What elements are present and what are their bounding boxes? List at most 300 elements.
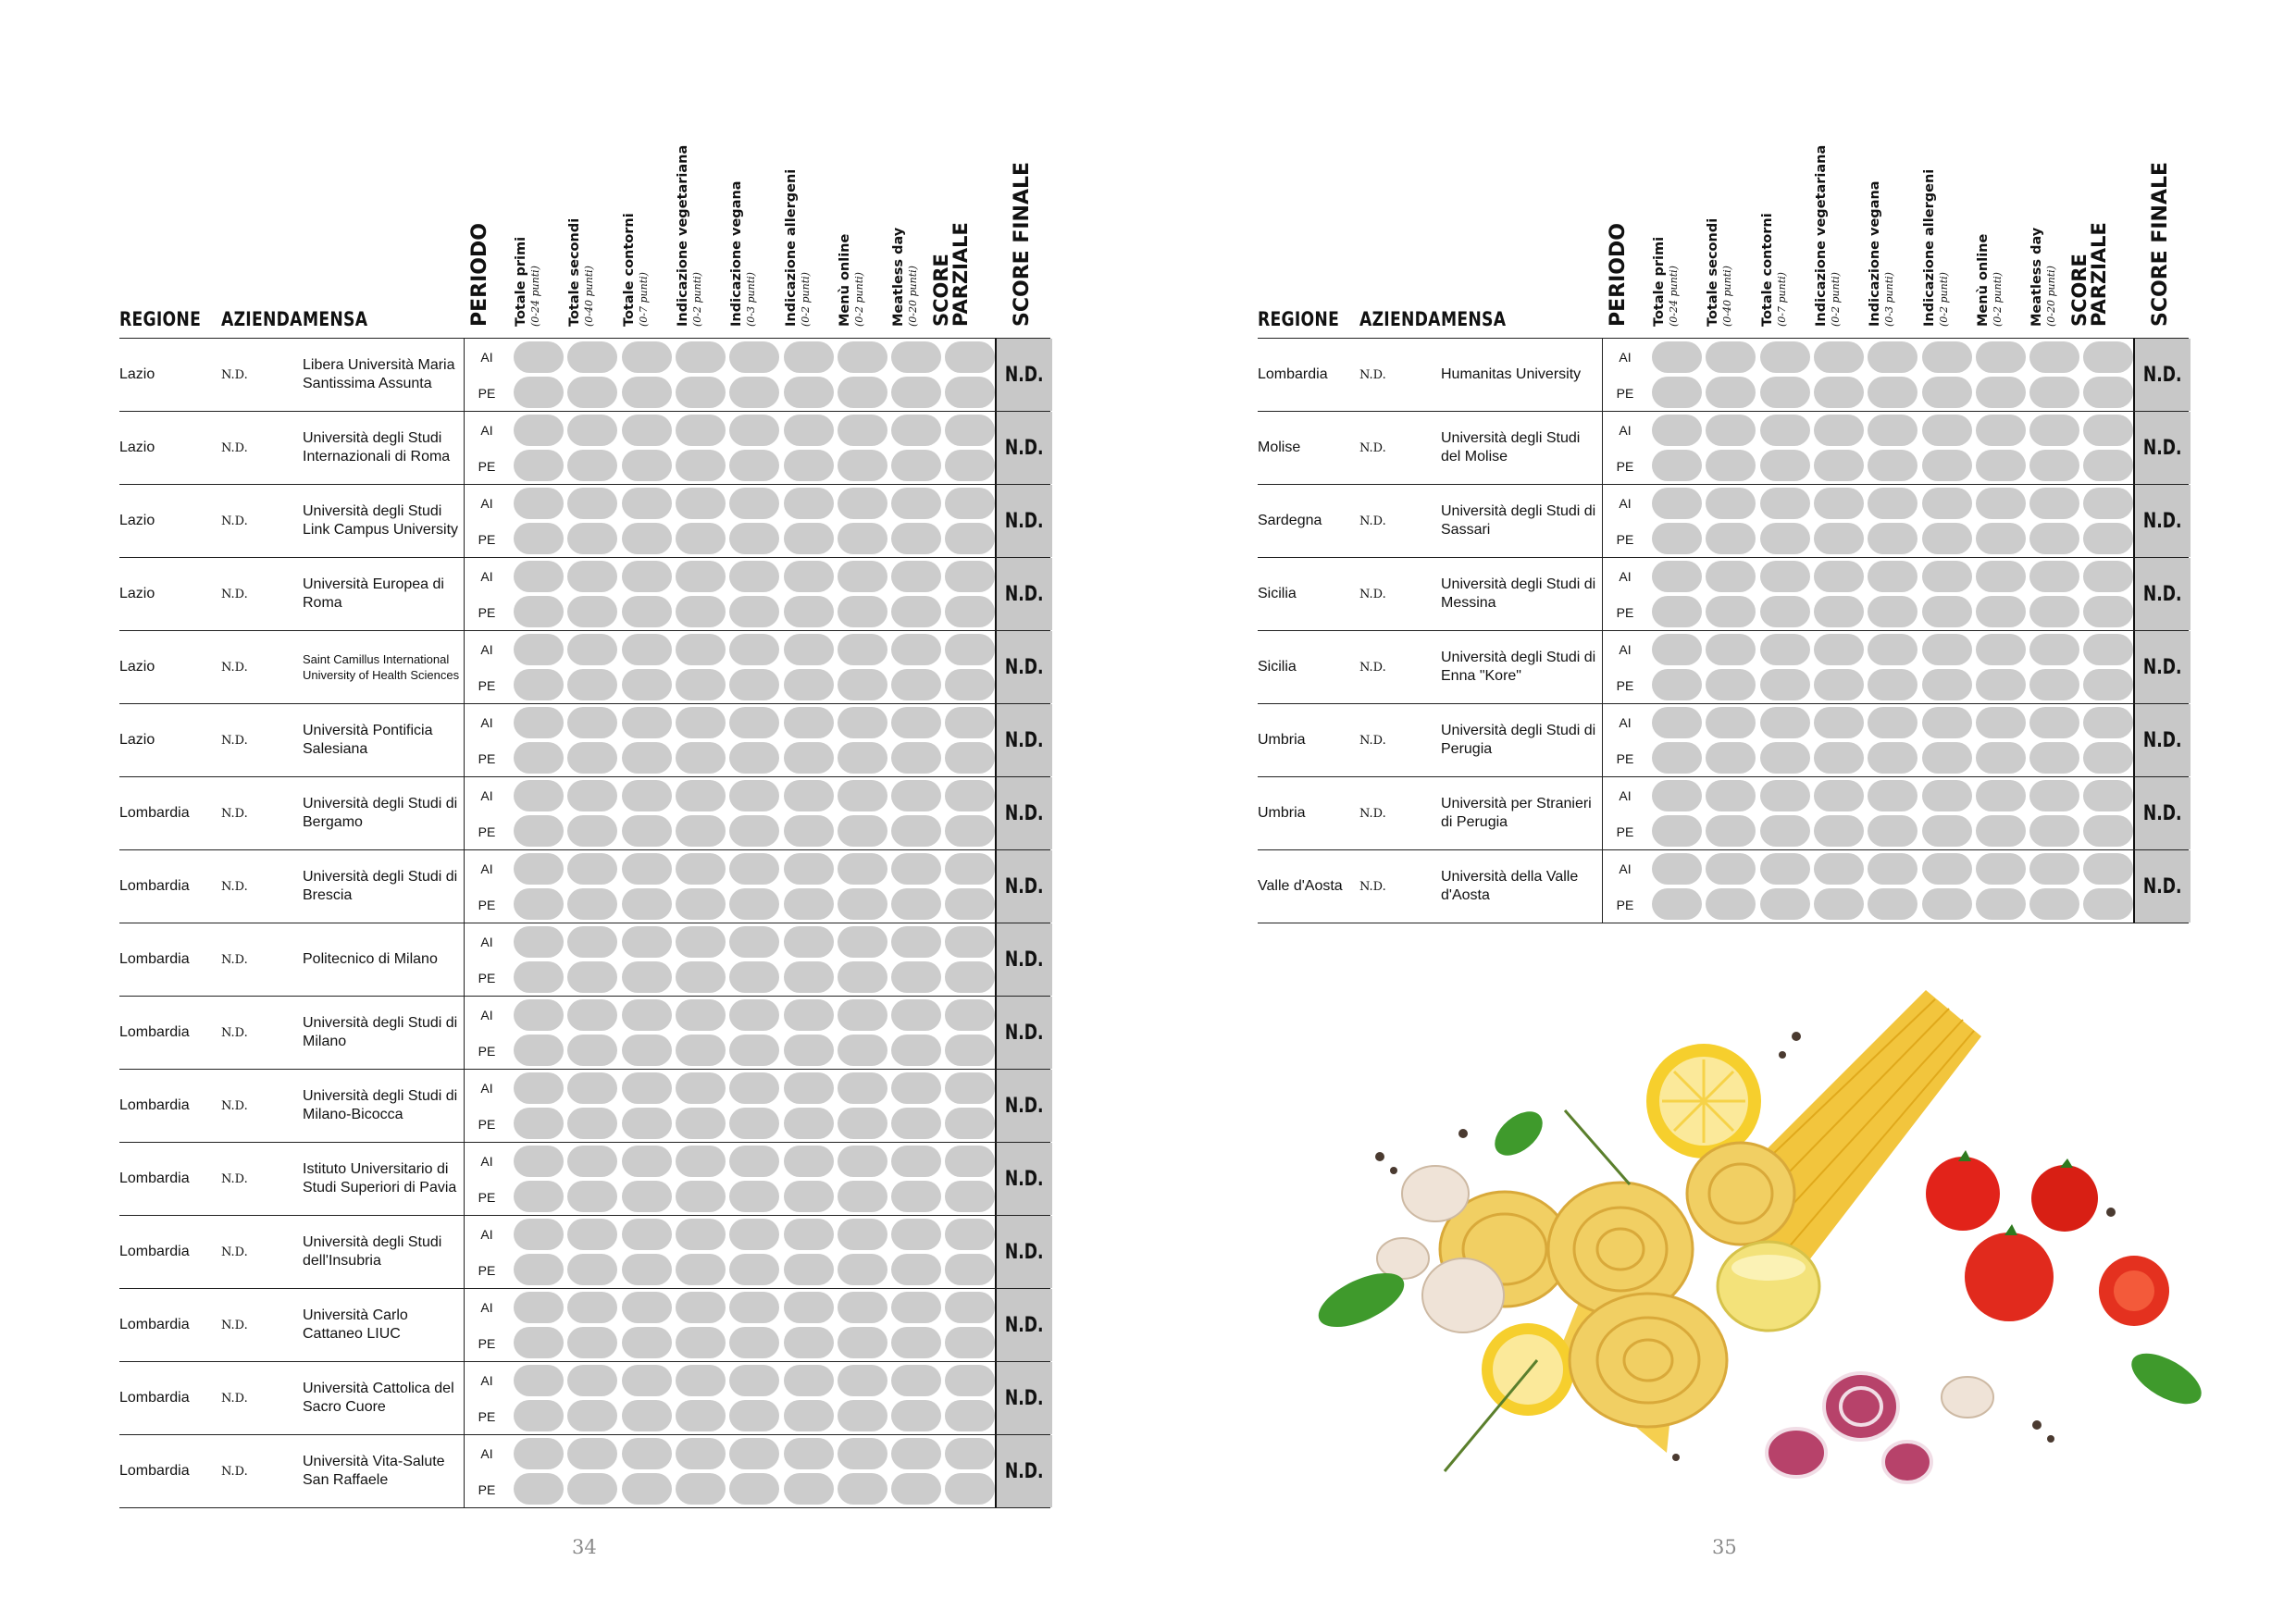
cell-periodo (464, 339, 509, 411)
criterion-points: (0-2 punti) (799, 272, 812, 327)
score-pill (891, 634, 941, 665)
cell-regione: Lombardia (119, 878, 190, 894)
score-pill (1706, 523, 1756, 554)
score-pill (622, 999, 672, 1031)
score-pill (567, 669, 617, 700)
score-finale-label: SCORE FINALE (2149, 161, 2172, 327)
score-pill (676, 1035, 726, 1066)
score-pill (945, 1181, 995, 1212)
table-header (119, 143, 1050, 338)
cell-periodo (464, 850, 509, 923)
score-pill (676, 780, 726, 812)
score-finale-value: N.D. (1005, 948, 1044, 972)
score-pill (891, 888, 941, 920)
score-pill (1706, 450, 1756, 481)
criterion-label: Indicazione allergeni (1921, 168, 1937, 327)
cell-periodo (464, 631, 509, 703)
score-pill (729, 742, 779, 774)
score-pill (514, 1146, 564, 1177)
cell-azienda: N.D. (1359, 587, 1386, 601)
score-pill (729, 341, 779, 373)
score-pill (514, 450, 564, 481)
score-finale-value: N.D. (1005, 363, 1044, 387)
score-pill (784, 1292, 834, 1323)
score-pill (1922, 561, 1972, 592)
score-pill (676, 561, 726, 592)
periodo-ai: AI (480, 1080, 493, 1096)
score-pill (1976, 780, 2026, 812)
cell-azienda: N.D. (221, 1245, 248, 1259)
cell-periodo (464, 1435, 509, 1507)
header-regione: REGIONE (119, 308, 202, 330)
score-finale-value: N.D. (2143, 801, 2182, 825)
criterion-label: Totale secondi (567, 217, 583, 327)
cell-periodo (464, 412, 509, 484)
score-pill (1652, 669, 1702, 700)
score-pill (676, 1473, 726, 1505)
periodo-ai: AI (480, 1372, 493, 1388)
cell-azienda: N.D. (1359, 879, 1386, 894)
score-pill (729, 1072, 779, 1104)
score-pill (514, 523, 564, 554)
score-pill (622, 377, 672, 408)
score-pill (838, 1181, 887, 1212)
criterion-points: (0-2 punti) (1991, 272, 2004, 327)
periodo-ai: AI (1619, 349, 1632, 365)
cell-periodo (1602, 704, 1647, 776)
score-pill (945, 853, 995, 885)
cell-periodo (464, 923, 509, 996)
score-pill (676, 1327, 726, 1358)
score-pill (784, 561, 834, 592)
score-pill (676, 1400, 726, 1431)
criterion-points: (0-40 punti) (1721, 266, 1734, 327)
score-pill (1760, 488, 1810, 519)
criterion-label: Menù online (1975, 233, 1991, 327)
score-pill (784, 1108, 834, 1139)
score-pill (2029, 853, 2079, 885)
score-pill (1814, 815, 1864, 847)
page-number: 34 (572, 1536, 597, 1558)
score-pill (514, 1072, 564, 1104)
criterion-points: (0-2 punti) (1829, 272, 1842, 327)
score-finale-value: N.D. (1005, 1459, 1044, 1483)
score-pill (1868, 742, 1917, 774)
score-pill (1868, 488, 1917, 519)
score-pill (2083, 853, 2133, 885)
score-pill (567, 780, 617, 812)
score-pill (838, 669, 887, 700)
score-pill (945, 1365, 995, 1396)
score-pill (729, 1108, 779, 1139)
score-pill (784, 1035, 834, 1066)
score-pill (622, 780, 672, 812)
score-pill (1814, 707, 1864, 738)
score-pill (729, 1400, 779, 1431)
score-pill (514, 926, 564, 958)
cell-regione: Lazio (119, 366, 155, 382)
score-pill (945, 1219, 995, 1250)
score-pill (1760, 780, 1810, 812)
score-pill (729, 450, 779, 481)
score-pill (891, 1438, 941, 1469)
score-pill (945, 561, 995, 592)
score-pill (838, 634, 887, 665)
score-pill (1814, 634, 1864, 665)
score-pill (729, 1219, 779, 1250)
score-pill (676, 1146, 726, 1177)
score-pill (784, 1473, 834, 1505)
score-pill (945, 961, 995, 993)
score-pill (567, 1327, 617, 1358)
score-pill (838, 999, 887, 1031)
score-pill (838, 1219, 887, 1250)
score-pill (891, 596, 941, 627)
cell-mensa: Università Vita-Salute San Raffaele (303, 1454, 445, 1488)
score-finale-value: N.D. (1005, 1240, 1044, 1264)
score-pill (1652, 596, 1702, 627)
score-pill (945, 341, 995, 373)
cell-periodo (464, 997, 509, 1069)
score-pill (729, 561, 779, 592)
periodo-pe: PE (478, 1262, 496, 1278)
score-pill (945, 669, 995, 700)
score-pill (729, 488, 779, 519)
score-pill (622, 488, 672, 519)
cell-azienda: N.D. (1359, 514, 1386, 528)
score-pill (945, 1254, 995, 1285)
periodo-pe: PE (478, 1335, 496, 1351)
score-pill (1814, 780, 1864, 812)
score-pill (514, 1254, 564, 1285)
score-pill (1760, 341, 1810, 373)
score-pill (622, 450, 672, 481)
periodo-pe: PE (478, 1481, 496, 1497)
score-pill (891, 853, 941, 885)
score-pill (784, 999, 834, 1031)
cell-periodo (1602, 631, 1647, 703)
header-mensa: MENSA (303, 308, 368, 330)
score-pill (1976, 742, 2026, 774)
score-pill (2029, 888, 2079, 920)
score-pill (2083, 888, 2133, 920)
cell-score-finale (995, 1289, 1052, 1361)
cell-score-finale (995, 1435, 1052, 1507)
periodo-ai: AI (480, 568, 493, 584)
periodo-ai: AI (1619, 568, 1632, 584)
periodo-ai: AI (480, 1226, 493, 1242)
score-pill (2029, 377, 2079, 408)
score-pill (945, 742, 995, 774)
score-pill (622, 1327, 672, 1358)
score-pill (622, 341, 672, 373)
score-pill (1868, 561, 1917, 592)
table-row (119, 849, 1050, 923)
score-pill (622, 1292, 672, 1323)
table-row (119, 1288, 1050, 1361)
cell-score-finale (995, 850, 1052, 923)
score-pill (676, 1292, 726, 1323)
score-pill (622, 1181, 672, 1212)
score-pill (567, 926, 617, 958)
score-pill (1814, 742, 1864, 774)
score-pill (784, 888, 834, 920)
score-pill (2083, 523, 2133, 554)
periodo-pe: PE (478, 604, 496, 620)
periodo-pe: PE (1616, 385, 1634, 401)
cell-score-finale (995, 1216, 1052, 1288)
score-pill (1706, 341, 1756, 373)
score-pill (622, 707, 672, 738)
cell-azienda: N.D. (221, 440, 248, 455)
periodo-ai: AI (480, 1007, 493, 1022)
score-pill (945, 1292, 995, 1323)
score-pill (945, 377, 995, 408)
score-pill (1760, 523, 1810, 554)
score-pill (784, 815, 834, 847)
score-pill (1976, 415, 2026, 446)
cell-score-finale (995, 558, 1052, 630)
score-pill (1760, 415, 1810, 446)
score-pill (514, 742, 564, 774)
score-pill (838, 450, 887, 481)
score-finale-label: SCORE FINALE (1011, 161, 1034, 327)
score-pill (676, 1438, 726, 1469)
header-periodo-label: PERIODO (1607, 223, 1630, 327)
score-pill (567, 1438, 617, 1469)
header-azienda: AZIENDA (1359, 308, 1441, 330)
score-pill (1922, 707, 1972, 738)
cell-mensa: Università degli Studi dell'Insubria (303, 1234, 442, 1269)
score-pill (514, 1400, 564, 1431)
cell-periodo (1602, 412, 1647, 484)
score-pill (2029, 561, 2079, 592)
score-pill (567, 1072, 617, 1104)
score-pill (567, 561, 617, 592)
criterion-points: (0-7 punti) (1775, 272, 1788, 327)
score-pill (622, 961, 672, 993)
score-pill (676, 815, 726, 847)
score-pill (567, 415, 617, 446)
score-pill (1922, 341, 1972, 373)
score-pill (784, 341, 834, 373)
cell-azienda: N.D. (221, 514, 248, 528)
score-pill (838, 1400, 887, 1431)
score-pill (1652, 488, 1702, 519)
criterion-points: (0-24 punti) (1668, 266, 1680, 327)
score-pill (676, 853, 726, 885)
score-pill (945, 1035, 995, 1066)
score-pill (784, 961, 834, 993)
criterion-points: (0-3 punti) (745, 272, 758, 327)
score-pill (1976, 815, 2026, 847)
score-pill (838, 1108, 887, 1139)
score-pill (2029, 523, 2079, 554)
score-pill (1868, 450, 1917, 481)
score-pill (838, 1327, 887, 1358)
score-pill (2029, 415, 2079, 446)
score-pill (567, 377, 617, 408)
cell-azienda: N.D. (221, 1025, 248, 1040)
score-pill (945, 1108, 995, 1139)
periodo-ai: AI (480, 714, 493, 730)
score-finale-value: N.D. (1005, 1313, 1044, 1337)
score-pill (567, 888, 617, 920)
table-row (1258, 338, 2189, 411)
score-pill (1814, 853, 1864, 885)
score-pill (1814, 450, 1864, 481)
periodo-pe: PE (478, 458, 496, 474)
score-finale-value: N.D. (1005, 1167, 1044, 1191)
table-row (119, 557, 1050, 630)
score-pill (945, 596, 995, 627)
score-pill (945, 450, 995, 481)
score-pill (1922, 488, 1972, 519)
score-pill (729, 1327, 779, 1358)
score-pill (514, 1035, 564, 1066)
score-pill (729, 634, 779, 665)
score-pill (945, 1072, 995, 1104)
score-pill (2029, 596, 2079, 627)
score-pill (567, 634, 617, 665)
score-pill (1868, 377, 1917, 408)
score-pill (567, 1108, 617, 1139)
score-pill (838, 415, 887, 446)
cell-mensa: Università degli Studi di Milano (303, 1015, 458, 1049)
score-pill (1706, 596, 1756, 627)
score-pill (838, 596, 887, 627)
periodo-ai: AI (480, 934, 493, 949)
criterion-label: Indicazione vegetariana (1813, 144, 1829, 327)
score-pill (567, 1292, 617, 1323)
score-pill (891, 1035, 941, 1066)
score-pill (784, 780, 834, 812)
score-pill (1706, 853, 1756, 885)
score-pill (1976, 561, 2026, 592)
periodo-pe: PE (478, 1043, 496, 1059)
table-row (119, 1142, 1050, 1215)
score-pill (622, 926, 672, 958)
table-row (119, 1361, 1050, 1434)
cell-azienda: N.D. (1359, 806, 1386, 821)
score-pill (784, 1365, 834, 1396)
periodo-pe: PE (1616, 531, 1634, 547)
score-pill (784, 596, 834, 627)
score-pill (945, 815, 995, 847)
score-pill (676, 450, 726, 481)
score-pill (838, 488, 887, 519)
score-pill (891, 377, 941, 408)
periodo-pe: PE (1616, 750, 1634, 766)
score-pill (1652, 815, 1702, 847)
cell-mensa: Università degli Studi del Molise (1441, 430, 1581, 465)
criterion-label: Totale secondi (1706, 217, 1721, 327)
cell-regione: Lombardia (119, 1171, 190, 1186)
score-pill (729, 707, 779, 738)
score-pill (1706, 707, 1756, 738)
score-pill (1976, 488, 2026, 519)
score-pill (1814, 561, 1864, 592)
score-pill (1814, 415, 1864, 446)
criterion-points: (0-7 punti) (637, 272, 650, 327)
score-pill (838, 341, 887, 373)
score-pill (784, 523, 834, 554)
score-finale-value: N.D. (2143, 363, 2182, 387)
score-pill (1706, 780, 1756, 812)
cell-score-finale (2133, 485, 2191, 557)
score-pill (784, 707, 834, 738)
score-pill (567, 1254, 617, 1285)
cell-score-finale (2133, 558, 2191, 630)
score-pill (567, 523, 617, 554)
score-pill (1868, 415, 1917, 446)
score-pill (676, 1072, 726, 1104)
cell-azienda: N.D. (221, 952, 248, 967)
cell-azienda: N.D. (221, 1391, 248, 1406)
score-finale-value: N.D. (2143, 436, 2182, 460)
periodo-pe: PE (478, 970, 496, 985)
score-pill (567, 1181, 617, 1212)
score-pill (784, 669, 834, 700)
score-pill (622, 888, 672, 920)
periodo-pe: PE (1616, 458, 1634, 474)
score-finale-value: N.D. (2143, 582, 2182, 606)
score-pill (891, 815, 941, 847)
criterion-points: (0-2 punti) (1937, 272, 1950, 327)
score-pill (729, 926, 779, 958)
score-pill (514, 1327, 564, 1358)
criterion-label: Totale primi (514, 236, 528, 327)
cell-regione: Lazio (119, 732, 155, 748)
score-pill (1652, 888, 1702, 920)
score-pill (945, 1400, 995, 1431)
header-mensa: MENSA (1441, 308, 1507, 330)
score-pill (784, 1146, 834, 1177)
cell-score-finale (995, 412, 1052, 484)
header-periodo-label: PERIODO (468, 223, 491, 327)
periodo-ai: AI (1619, 422, 1632, 438)
score-pill (622, 415, 672, 446)
periodo-pe: PE (478, 531, 496, 547)
score-pill (622, 1146, 672, 1177)
criterion-label: Indicazione vegana (1868, 180, 1883, 327)
score-pill (784, 377, 834, 408)
table-row (1258, 776, 2189, 849)
table-row (1258, 411, 2189, 484)
score-pill (1922, 596, 1972, 627)
criterion-label: Menù online (837, 233, 852, 327)
cell-mensa: Università degli Studi di Milano-Bicocca (303, 1088, 458, 1122)
cell-regione: Sicilia (1258, 659, 1297, 675)
score-pill (622, 742, 672, 774)
score-pill (891, 669, 941, 700)
score-pill (945, 488, 995, 519)
header-regione: REGIONE (1258, 308, 1340, 330)
cell-azienda: N.D. (221, 1318, 248, 1332)
cell-regione: Lazio (119, 659, 155, 675)
score-pill (2029, 780, 2079, 812)
score-pill (622, 669, 672, 700)
score-pill (838, 961, 887, 993)
oil-glass-image (1718, 1242, 1819, 1331)
cell-regione: Molise (1258, 440, 1301, 455)
cell-mensa: Università degli Studi Internazionali di Roma (303, 430, 451, 465)
periodo-ai: AI (1619, 495, 1632, 511)
cell-periodo (464, 1070, 509, 1142)
table-row (119, 1069, 1050, 1142)
score-pill (676, 596, 726, 627)
criterion-points: (0-20 punti) (2045, 266, 2058, 327)
